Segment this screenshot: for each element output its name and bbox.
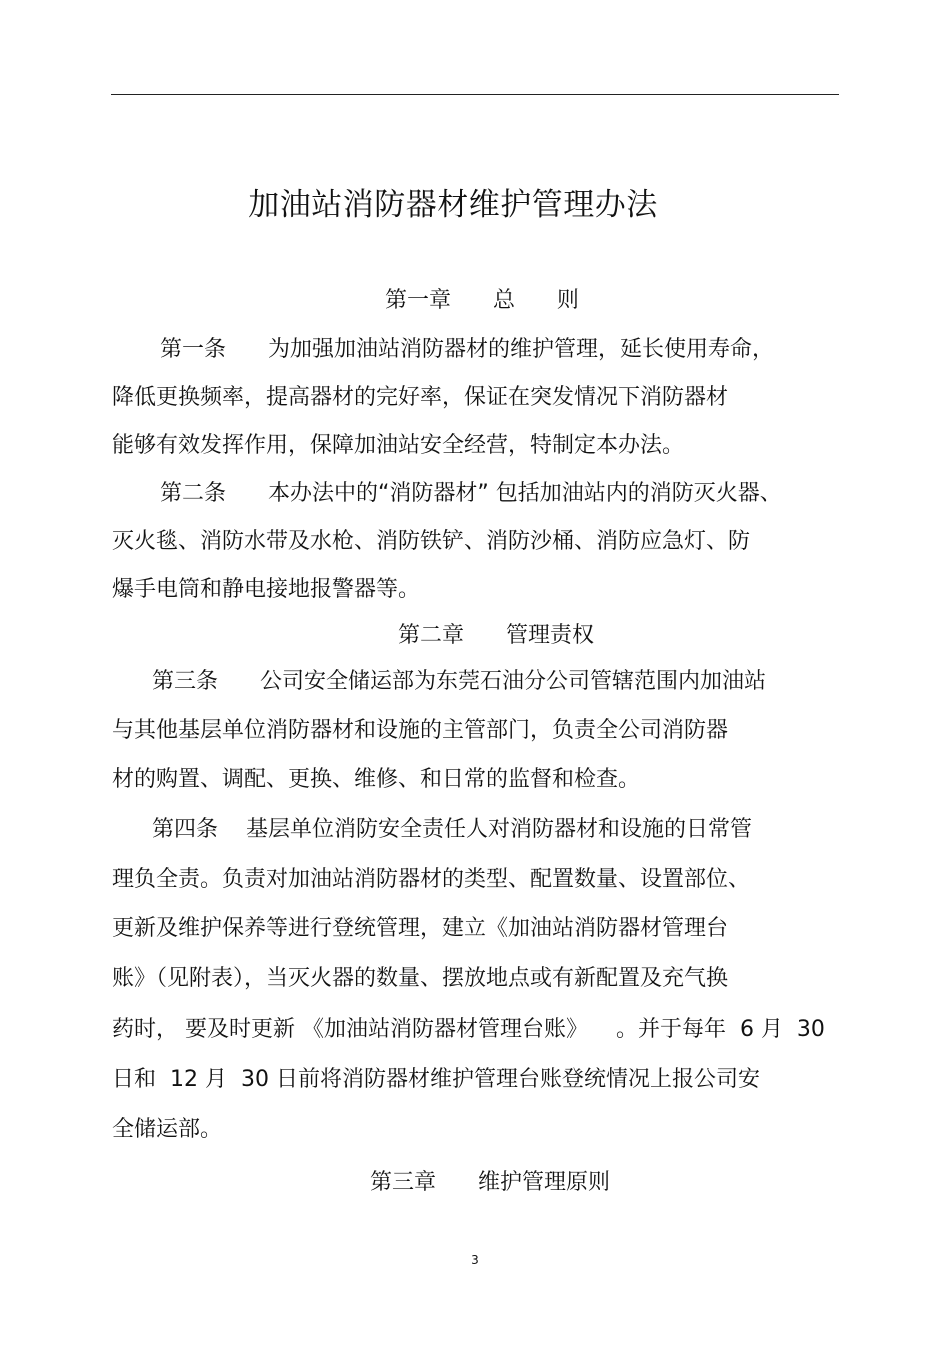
article-line: 降低更换频率，提高器材的完好率，保证在突发情况下消防器材 [112, 385, 729, 410]
article-line: 更新及维护保养等进行登统管理，建立《加油站消防器材管理台 [112, 916, 729, 941]
article-line: 与其他基层单位消防器材和设施的主管部门，负责全公司消防器 [112, 718, 729, 743]
article-line: 理负全责。负责对加油站消防器材的类型、配置数量、设置部位、 [112, 867, 751, 892]
article-line: 全储运部。 [112, 1117, 223, 1142]
article-line: 药时， 要及时更新 《加油站消防器材管理台账》 。并于每年 6 月 30 [112, 1017, 825, 1042]
article-line: 日和 12 月 30 日前将消防器材维护管理台账登统情况上报公司安 [112, 1067, 760, 1092]
chapter-heading: 第三章 维护管理原则 [370, 1170, 610, 1195]
article-line: 第一条 为加强加油站消防器材的维护管理，延长使用寿命， [160, 337, 774, 362]
article-line: 账》（见附表），当灭火器的数量、摆放地点或有新配置及充气换 [112, 966, 729, 991]
article-line: 第二条 本办法中的“消防器材” 包括加油站内的消防灭火器、 [160, 481, 782, 506]
article-line: 灭火毯、消防水带及水枪、消防铁铲、消防沙桶、消防应急灯、防 [112, 529, 751, 554]
article-line: 爆手电筒和静电接地报警器等。 [112, 577, 421, 602]
page-number: 3 [471, 1253, 479, 1267]
article-line: 材的购置、调配、更换、维修、和日常的监督和检查。 [112, 767, 641, 792]
document-title: 加油站消防器材维护管理办法 [248, 187, 658, 223]
header-rule [111, 94, 839, 95]
chapter-heading: 第一章 总 则 [385, 288, 579, 313]
article-line: 第四条 基层单位消防安全责任人对消防器材和设施的日常管 [152, 817, 752, 842]
chapter-heading: 第二章 管理责权 [398, 623, 594, 648]
article-line: 能够有效发挥作用，保障加油站安全经营，特制定本办法。 [112, 433, 685, 458]
article-line: 第三条 公司安全储运部为东莞石油分公司管辖范围内加油站 [152, 669, 766, 694]
